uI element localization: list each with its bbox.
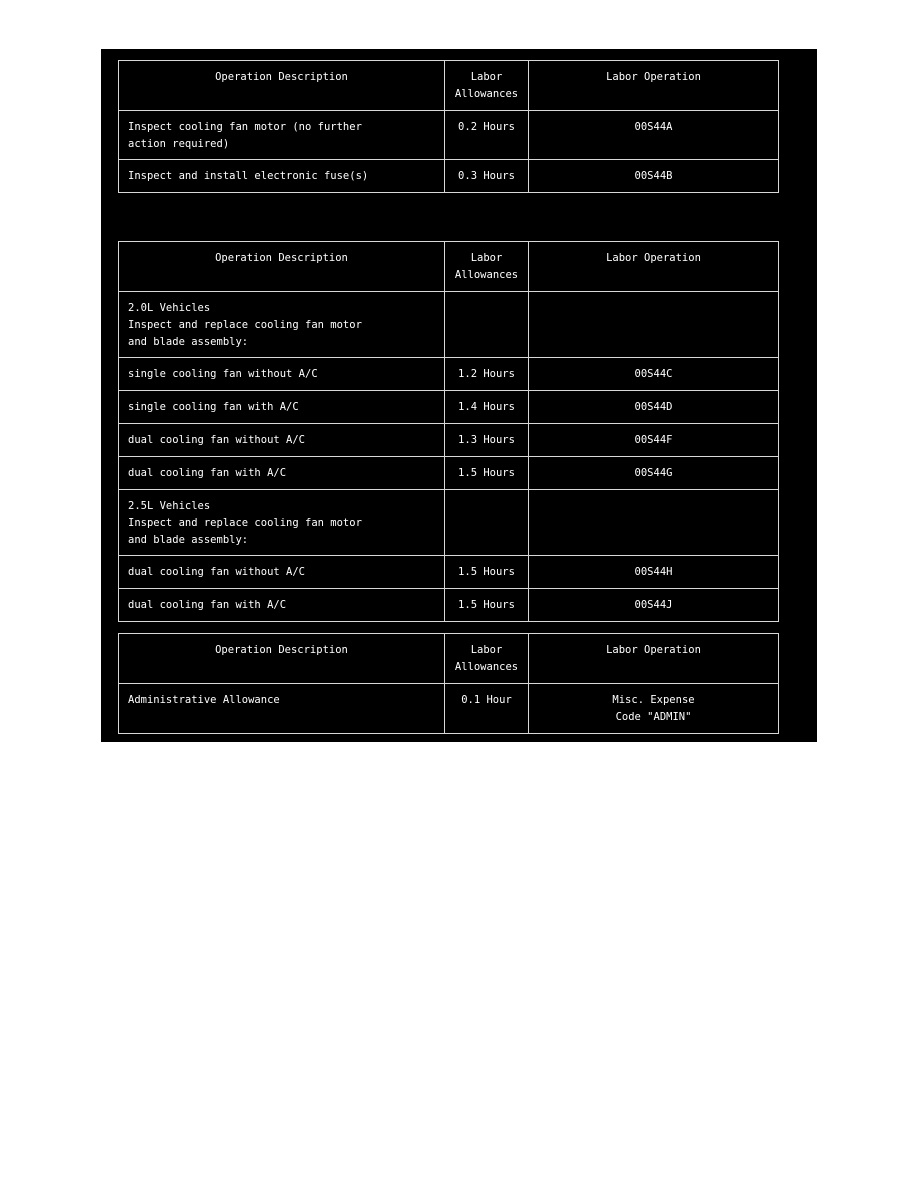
row-labor: 1.5 Hours (445, 556, 529, 589)
row-operation: 00S44A (529, 111, 779, 160)
table-row (119, 391, 779, 424)
row-operation: 00S44B (529, 160, 779, 193)
row-description: 2.0L Vehicles Inspect and replace cooling fan motor and blade assembly: (119, 292, 445, 358)
row-operation: 00S44F (529, 424, 779, 457)
row-labor: 1.5 Hours (445, 457, 529, 490)
row-description: dual cooling fan with A/C (119, 457, 445, 490)
table-row (119, 424, 779, 457)
row-operation: 00S44J (529, 589, 779, 622)
row-description: 2.5L Vehicles Inspect and replace cooling fan motor and blade assembly: (119, 490, 445, 556)
row-operation: 00S44D (529, 391, 779, 424)
row-description: Inspect cooling fan motor (no further action required) (119, 111, 445, 160)
table-header-row (119, 242, 779, 292)
table-row (119, 457, 779, 490)
row-labor: 0.3 Hours (445, 160, 529, 193)
table-row (119, 684, 779, 734)
row-labor: 0.1 Hour (445, 684, 529, 734)
row-labor: 1.4 Hours (445, 391, 529, 424)
header-labor-allowances: Labor Allowances (445, 634, 529, 684)
row-labor: 1.3 Hours (445, 424, 529, 457)
row-operation (529, 490, 779, 556)
row-labor: 0.2 Hours (445, 111, 529, 160)
row-labor: 1.5 Hours (445, 589, 529, 622)
table-row (119, 111, 779, 160)
row-labor (445, 490, 529, 556)
row-description: single cooling fan with A/C (119, 391, 445, 424)
row-description: single cooling fan without A/C (119, 358, 445, 391)
row-description: Administrative Allowance (119, 684, 445, 734)
labor-document-panel (101, 49, 817, 742)
table-row (119, 589, 779, 622)
labor-table-2 (118, 241, 779, 622)
header-labor-allowances: Labor Allowances (445, 61, 529, 111)
row-description: dual cooling fan with A/C (119, 589, 445, 622)
row-description: dual cooling fan without A/C (119, 556, 445, 589)
header-labor-operation: Labor Operation (529, 634, 779, 684)
header-labor-operation: Labor Operation (529, 242, 779, 292)
row-operation: 00S44G (529, 457, 779, 490)
table-row (119, 292, 779, 358)
header-operation-description: Operation Description (119, 634, 445, 684)
table-header-row (119, 634, 779, 684)
row-operation: 00S44C (529, 358, 779, 391)
row-operation (529, 292, 779, 358)
header-operation-description: Operation Description (119, 242, 445, 292)
header-operation-description: Operation Description (119, 61, 445, 111)
row-operation: Misc. Expense Code "ADMIN" (529, 684, 779, 734)
labor-table-1 (118, 60, 779, 193)
table-row (119, 160, 779, 193)
table-row (119, 358, 779, 391)
header-labor-allowances: Labor Allowances (445, 242, 529, 292)
row-labor: 1.2 Hours (445, 358, 529, 391)
row-description: dual cooling fan without A/C (119, 424, 445, 457)
header-labor-operation: Labor Operation (529, 61, 779, 111)
labor-table-3 (118, 633, 779, 734)
table-row (119, 556, 779, 589)
row-description: Inspect and install electronic fuse(s) (119, 160, 445, 193)
row-labor (445, 292, 529, 358)
row-operation: 00S44H (529, 556, 779, 589)
table-row (119, 490, 779, 556)
table-header-row (119, 61, 779, 111)
